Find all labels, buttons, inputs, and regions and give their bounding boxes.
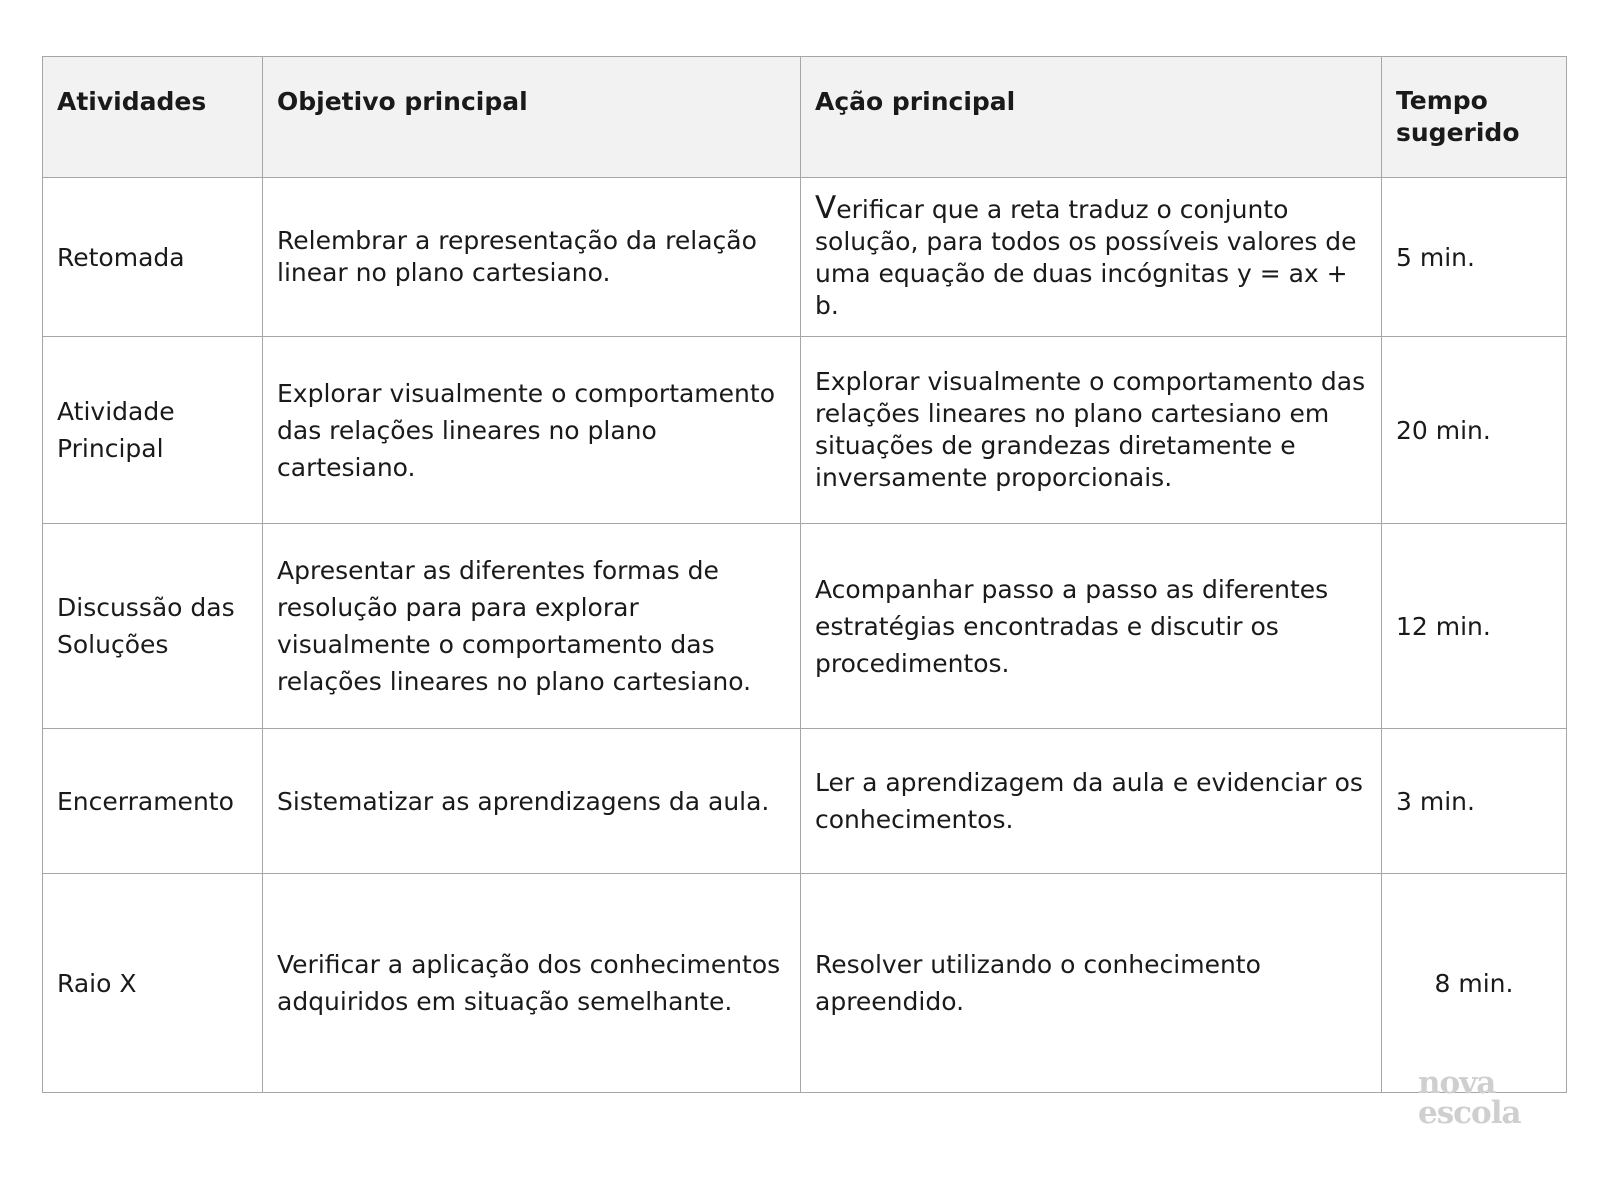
time-cell: 3 min. <box>1382 729 1567 874</box>
activity-cell: Atividade Principal <box>43 337 263 524</box>
objective-cell: Explorar visualmente o comportamento das relações lineares no plano cartesiano. <box>263 337 801 524</box>
objective-cell: Sistematizar as aprendizagens da aula. <box>263 729 801 874</box>
header-action: Ação principal <box>801 57 1382 178</box>
action-cell: Resolver utilizando o conhecimento apreendido. <box>801 874 1382 1093</box>
table-row <box>43 729 1567 874</box>
time-cell: 20 min. <box>1382 337 1567 524</box>
table-row <box>43 337 1567 524</box>
time-cell: 8 min. <box>1382 874 1567 1093</box>
activity-cell: Encerramento <box>43 729 263 874</box>
objective-cell: Apresentar as diferentes formas de resolução para para explorar visualmente o comportamento das relações lineares no plano cartesiano. <box>263 524 801 729</box>
lesson-plan-table <box>42 56 1567 1093</box>
action-cell: Acompanhar passo a passo as diferentes estratégias encontradas e discutir os procedimentos. <box>801 524 1382 729</box>
nova-escola-logo <box>1418 1065 1538 1131</box>
action-cell: Ler a aprendizagem da aula e evidenciar os conhecimentos. <box>801 729 1382 874</box>
activity-cell: Retomada <box>43 178 263 337</box>
action-cell: Explorar visualmente o comportamento das relações lineares no plano cartesiano em situações de grandezas diretamente e inversamente proporcionais. <box>801 337 1382 524</box>
action-first-letter: V <box>815 190 837 226</box>
activity-cell: Raio X <box>43 874 263 1093</box>
objective-cell: Verificar a aplicação dos conhecimentos adquiridos em situação semelhante. <box>263 874 801 1093</box>
time-cell: 5 min. <box>1382 178 1567 337</box>
header-objective: Objetivo principal <box>263 57 801 178</box>
table-header-row <box>43 57 1567 178</box>
table-row <box>43 874 1567 1093</box>
logo-line-2: escola <box>1418 1095 1521 1131</box>
action-text: erificar que a reta traduz o conjunto solução, para todos os possíveis valores de uma equação de duas incógnitas y = ax + b. <box>815 195 1357 320</box>
objective-cell: Relembrar a representação da relação linear no plano cartesiano. <box>263 178 801 337</box>
action-cell <box>801 178 1382 337</box>
table-row <box>43 524 1567 729</box>
table-row <box>43 178 1567 337</box>
logo-line-1: nova <box>1418 1065 1496 1101</box>
header-activities: Atividades <box>43 57 263 178</box>
activity-cell: Discussão das Soluções <box>43 524 263 729</box>
header-time: Tempo sugerido <box>1382 57 1567 178</box>
time-cell: 12 min. <box>1382 524 1567 729</box>
